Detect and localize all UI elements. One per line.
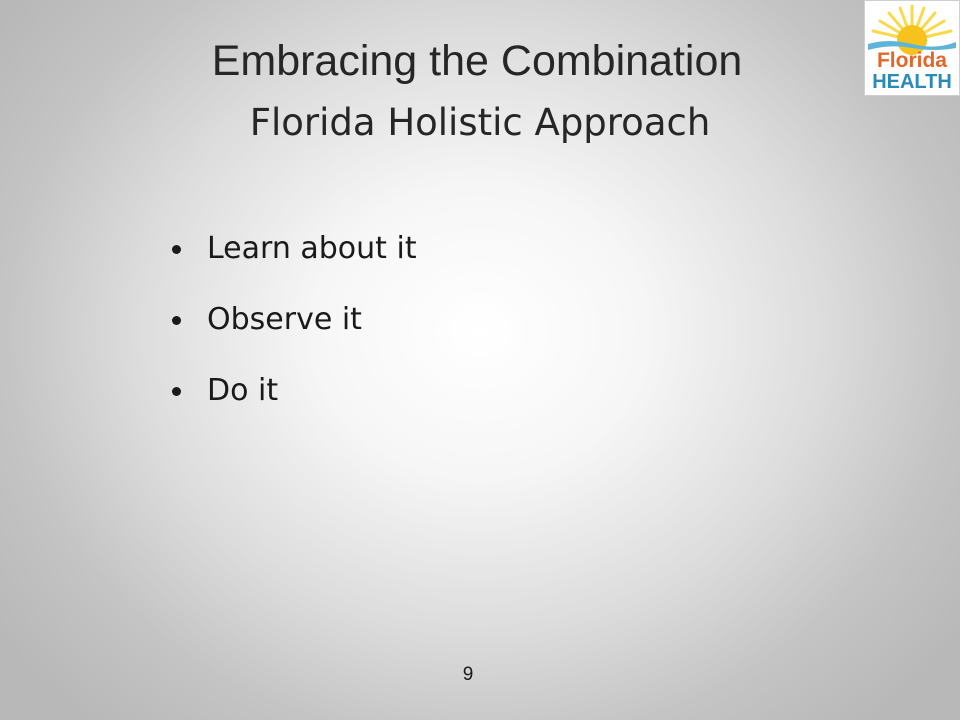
logo-word-florida: Florida [876, 49, 948, 72]
bullet-item [170, 230, 417, 268]
florida-health-logo-icon [864, 0, 960, 96]
florida-health-logo [864, 0, 960, 96]
bullet-item [170, 372, 417, 410]
bullet-icon [172, 387, 181, 396]
bullet-item [170, 301, 417, 339]
bullet-text: Do it [207, 373, 279, 408]
bullet-list [170, 230, 417, 443]
bullet-text: Learn about it [207, 231, 417, 266]
bullet-icon [172, 245, 181, 254]
page-number: 9 [462, 664, 474, 685]
bullet-text: Observe it [207, 302, 362, 337]
logo-word-health: HEALTH [872, 71, 952, 93]
slide-subtitle: Florida Holistic Approach [249, 101, 711, 144]
slide-title: Embracing the Combination [211, 37, 743, 85]
bullet-icon [172, 316, 181, 325]
